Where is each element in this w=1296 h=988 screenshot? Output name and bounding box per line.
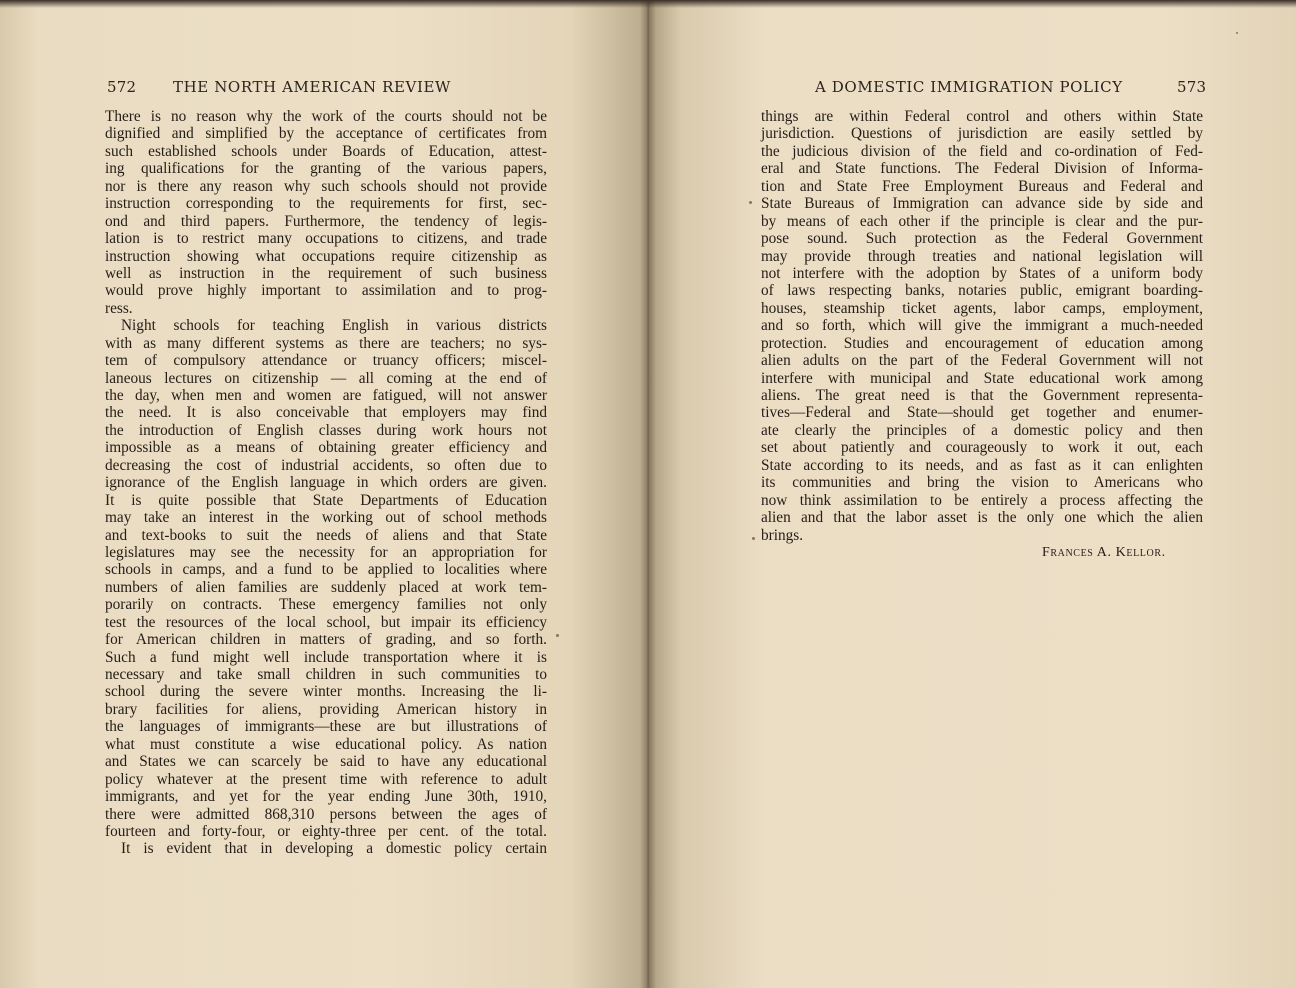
text-line: alien adults on the part of the Federal Government will not [761, 352, 1203, 370]
text-line: There is no reason why the work of the courts should not be [105, 108, 547, 125]
text-line: with as many different systems as there are teachers; no sys- [105, 334, 547, 352]
text-line: and States we can scarcely be said to have any educational [105, 753, 547, 771]
text-line: ing qualifications for the granting of the various papers, [105, 160, 547, 178]
right-running-head: A DOMESTIC IMMIGRATION POLICY [815, 78, 1123, 96]
text-line: immigrants, and yet for the year ending June 30th, 1910, [105, 788, 547, 806]
text-line: not interfere with the adoption by States of a uniform body [761, 264, 1203, 282]
text-line: porarily on contracts. These emergency families not only [105, 596, 547, 614]
text-line: the need. It is also conceivable that employers may find [105, 404, 547, 422]
text-line: numbers of alien families are suddenly placed at work tem- [105, 578, 547, 596]
text-line: State Bureaus of Immigration can advance side by side and [761, 195, 1203, 213]
text-line: State according to its needs, and as fast as it can enlighten [761, 456, 1203, 474]
text-line: impossible as a means of obtaining greater efficiency and [105, 439, 547, 457]
text-line: Such a fund might well include transportation where it is [105, 648, 547, 666]
text-line: Night schools for teaching English in various districts [121, 317, 547, 335]
text-line: instruction showing what occupations require citizenship as [105, 247, 547, 265]
book-gutter [640, 0, 656, 988]
text-line: legislatures may see the necessity for an appropriation for [105, 543, 547, 561]
text-line: eral and State functions. The Federal Division of Informa- [761, 160, 1203, 178]
paper-speck [556, 634, 559, 637]
text-line: tives—Federal and State—should get together and enumer- [761, 404, 1203, 422]
paper-speck [749, 201, 752, 204]
left-page-body [105, 108, 547, 858]
author-signature: Frances A. Kellor. [1042, 545, 1166, 560]
text-line: ond and third papers. Furthermore, the tendency of legis- [105, 212, 547, 230]
text-line: of laws respecting banks, notaries public, emigrant boarding- [761, 282, 1203, 300]
text-line: pose sound. Such protection as the Federal Government [761, 230, 1203, 248]
text-line: things are within Federal control and others within State [761, 108, 1203, 125]
text-line: It is evident that in developing a domestic policy certain [121, 840, 547, 858]
text-line: and text-books to suit the needs of aliens and that State [105, 526, 547, 544]
text-line: houses, steamship ticket agents, labor camps, employment, [761, 299, 1203, 317]
text-line: ignorance of the English language in which orders are given. [105, 474, 547, 492]
text-line: interfere with municipal and State educational work among [761, 369, 1203, 387]
text-line: decreasing the cost of industrial accidents, so often due to [105, 456, 547, 474]
text-line: now think assimilation to be entirely a process affecting the [761, 491, 1203, 509]
text-line: may take an interest in the working out of school methods [105, 509, 547, 527]
left-page-number: 572 [107, 78, 137, 96]
text-line: school during the severe winter months. Increasing the li- [105, 683, 547, 701]
text-line: set about patiently and courageously to work it out, each [761, 439, 1203, 457]
text-line: for American children in matters of grading, and so forth. [105, 631, 547, 649]
text-line: dignified and simplified by the acceptance of certificates from [105, 125, 547, 143]
text-line: well as instruction in the requirement of such business [105, 264, 547, 282]
text-line: the day, when men and women are fatigued, will not answer [105, 387, 547, 404]
text-line: fourteen and forty-four, or eighty-three per cent. of the total. [105, 822, 547, 840]
text-line: and so forth, which will give the immigrant a much-needed [761, 317, 1203, 335]
text-line: its communities and bring the vision to Americans who [761, 474, 1203, 492]
paper-speck [752, 537, 755, 540]
right-page-body [761, 108, 1203, 544]
text-line: tem of compulsory attendance or truancy officers; miscel- [105, 352, 547, 370]
text-line: jurisdiction. Questions of jurisdiction are easily settled by [761, 125, 1203, 143]
text-line: tion and State Free Employment Bureaus and Federal and [761, 177, 1203, 195]
text-line: brings. [761, 526, 804, 544]
text-line: lation is to restrict many occupations to citizens, and trade [105, 230, 547, 248]
text-line: nor is there any reason why such schools should not provide [105, 177, 547, 195]
text-line: necessary and take small children in such communities to [105, 666, 547, 683]
text-line: instruction corresponding to the requirements for first, sec- [105, 195, 547, 213]
paper-speck [1236, 32, 1238, 34]
text-line: the languages of immigrants—these are but illustrations of [105, 718, 547, 736]
text-line: alien and that the labor asset is the only one which the alien [761, 509, 1203, 527]
text-line: schools in camps, and a fund to be applied to localities where [105, 561, 547, 579]
text-line: would prove highly important to assimilation and to prog- [105, 282, 547, 300]
text-line: protection. Studies and encouragement of education among [761, 334, 1203, 352]
text-line: there were admitted 868,310 persons between the ages of [105, 805, 547, 823]
text-line: ress. [105, 299, 133, 317]
text-line: laneous lectures on citizenship — all coming at the end of [105, 369, 547, 387]
text-line: the introduction of English classes during work hours not [105, 421, 547, 439]
text-line: test the resources of the local school, but impair its efficiency [105, 613, 547, 631]
text-line: by means of each other if the principle is clear and the pur- [761, 212, 1203, 230]
text-line: ate clearly the principles of a domestic policy and then [761, 421, 1203, 439]
text-line: may provide through treaties and national legislation will [761, 247, 1203, 265]
right-page-number: 573 [1177, 78, 1207, 96]
text-line: aliens. The great need is that the Government representa- [761, 387, 1203, 404]
text-line: what must constitute a wise educational policy. As nation [105, 735, 547, 753]
left-running-head: THE NORTH AMERICAN REVIEW [173, 78, 452, 96]
text-line: the judicious division of the field and co-ordination of Fed- [761, 142, 1203, 160]
page-top-edge [0, 0, 1296, 8]
text-line: It is quite possible that State Departments of Education [105, 491, 547, 509]
text-line: policy whatever at the present time with reference to adult [105, 770, 547, 788]
text-line: brary facilities for aliens, providing American history in [105, 700, 547, 718]
text-line: such established schools under Boards of Education, attest- [105, 142, 547, 160]
